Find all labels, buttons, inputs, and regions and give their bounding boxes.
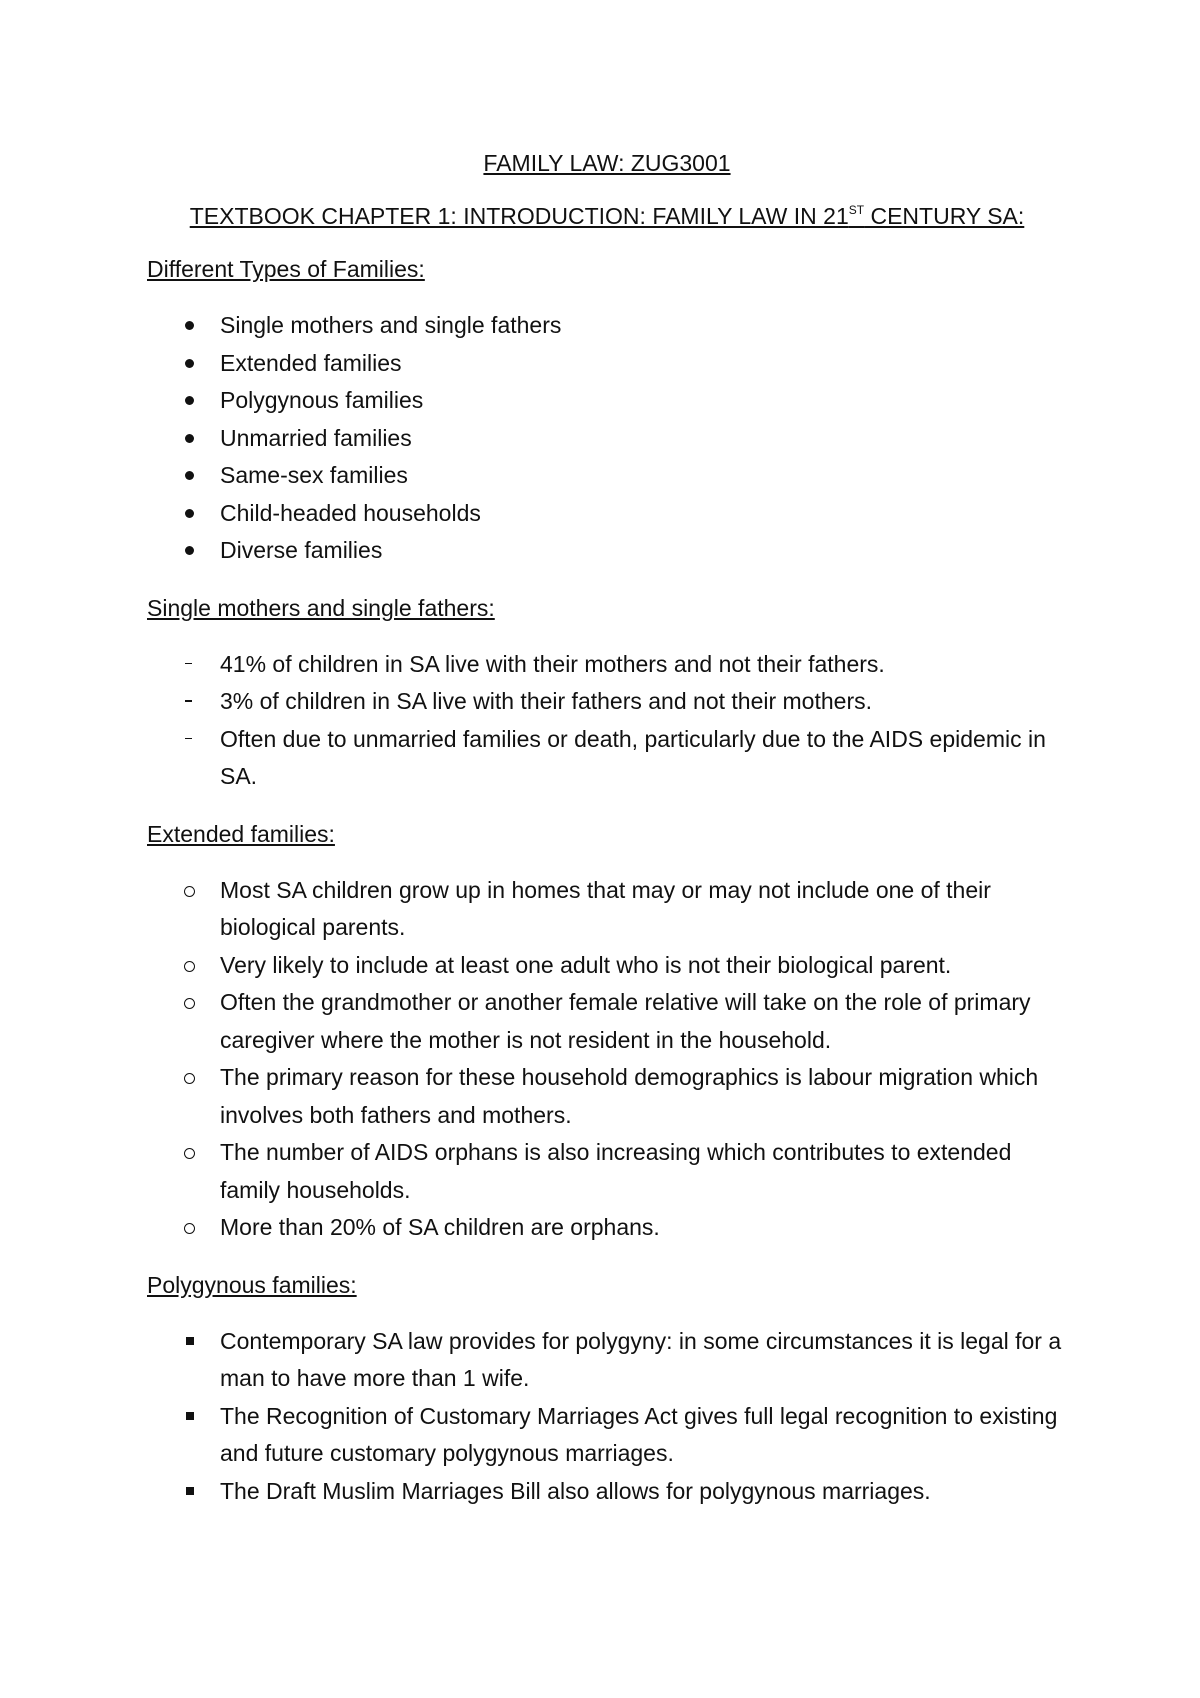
list-item — [147, 345, 1067, 383]
list-item-text: The number of AIDS orphans is also increasing which contributes to extended family households. — [220, 1139, 1012, 1203]
list-item-text: 3% of children in SA live with their fathers and not their mothers. — [220, 688, 872, 714]
list-item — [147, 872, 1067, 947]
list-item — [147, 1059, 1067, 1134]
list-item-text: Contemporary SA law provides for polygyny: in some circumstances it is legal for a man to have more than 1 wife. — [220, 1327, 1062, 1391]
list-item-text: Very likely to include at least one adult who is not their biological parent. — [220, 951, 952, 978]
list-item — [147, 532, 1067, 570]
list-item — [147, 382, 1067, 420]
section-heading-types: Different Types of Families: — [147, 256, 425, 282]
chapter-title — [147, 201, 1067, 231]
hollow-circle-bullet-icon — [184, 998, 195, 1009]
list-item-text: Polygynous families — [220, 387, 424, 413]
square-bullet-icon — [186, 1337, 194, 1345]
hollow-circle-bullet-icon — [184, 961, 195, 972]
document-title: FAMILY LAW: ZUG3001 — [483, 150, 731, 176]
bullet-dot-icon — [185, 359, 194, 368]
dash-bullet-icon — [185, 700, 192, 702]
list-item — [147, 646, 1067, 684]
list-item-text: Unmarried families — [220, 424, 412, 451]
bullet-dot-icon — [185, 509, 194, 518]
dash-bullet-icon — [185, 738, 192, 740]
single-parents-list — [147, 646, 1067, 796]
list-item-text: Extended families — [220, 349, 402, 376]
list-item-text: The Recognition of Customary Marriages Act gives full legal recognition to existing and future customary polygynous marriages. — [220, 1402, 1058, 1466]
list-item — [147, 1473, 1067, 1511]
hollow-circle-bullet-icon — [184, 1073, 195, 1084]
list-item-text: More than 20% of SA children are orphans. — [220, 1214, 660, 1240]
list-item — [147, 1398, 1067, 1473]
list-item — [147, 495, 1067, 533]
hollow-circle-bullet-icon — [184, 1223, 195, 1234]
extended-list — [147, 872, 1067, 1247]
list-item-text: Most SA children grow up in homes that may or may not include one of their biological parents. — [220, 876, 991, 940]
list-item — [147, 420, 1067, 458]
list-item-text: 41% of children in SA live with their mothers and not their fathers. — [220, 650, 885, 677]
list-item-text: Child-headed households — [220, 499, 481, 526]
bullet-dot-icon — [185, 471, 194, 480]
bullet-dot-icon — [185, 321, 194, 330]
section-heading-extended: Extended families: — [147, 820, 335, 847]
list-item — [147, 1209, 1067, 1247]
list-item-text: Diverse families — [220, 537, 383, 563]
list-item-text: Often due to unmarried families or death, particularly due to the AIDS epidemic in SA. — [220, 725, 1046, 789]
list-item — [147, 721, 1067, 796]
chapter-title-tail: CENTURY SA: — [864, 203, 1025, 229]
list-item — [147, 683, 1067, 721]
list-item — [147, 1323, 1067, 1398]
list-item-text: The Draft Muslim Marriages Bill also allows for polygynous marriages. — [220, 1477, 931, 1504]
chapter-title-superscript: ST — [848, 203, 865, 217]
list-item-text: Same-sex families — [220, 462, 408, 488]
square-bullet-icon — [186, 1412, 194, 1420]
section-heading-polygynous: Polygynous families: — [147, 1271, 357, 1298]
list-item-text: Single mothers and single fathers — [220, 312, 562, 338]
document-content — [147, 148, 1067, 1533]
list-item — [147, 947, 1067, 985]
list-item — [147, 457, 1067, 495]
section-heading-single-parents: Single mothers and single fathers: — [147, 594, 495, 621]
list-item — [147, 307, 1067, 345]
hollow-circle-bullet-icon — [184, 886, 195, 897]
bullet-dot-icon — [185, 546, 194, 555]
hollow-circle-bullet-icon — [184, 1148, 195, 1159]
list-item-text: Often the grandmother or another female relative will take on the role of primary caregiver where the mother is not resident in the household. — [220, 989, 1031, 1053]
list-item — [147, 1134, 1067, 1209]
bullet-dot-icon — [185, 396, 194, 405]
chapter-title-text: TEXTBOOK CHAPTER 1: INTRODUCTION: FAMILY LAW IN 21 — [189, 203, 849, 229]
polygynous-list — [147, 1323, 1067, 1511]
square-bullet-icon — [186, 1487, 194, 1495]
list-item — [147, 984, 1067, 1059]
list-item-text: The primary reason for these household demographics is labour migration which involves both fathers and mothers. — [220, 1064, 1039, 1128]
dash-bullet-icon — [185, 663, 192, 665]
bullet-dot-icon — [185, 434, 194, 443]
types-list — [147, 307, 1067, 570]
